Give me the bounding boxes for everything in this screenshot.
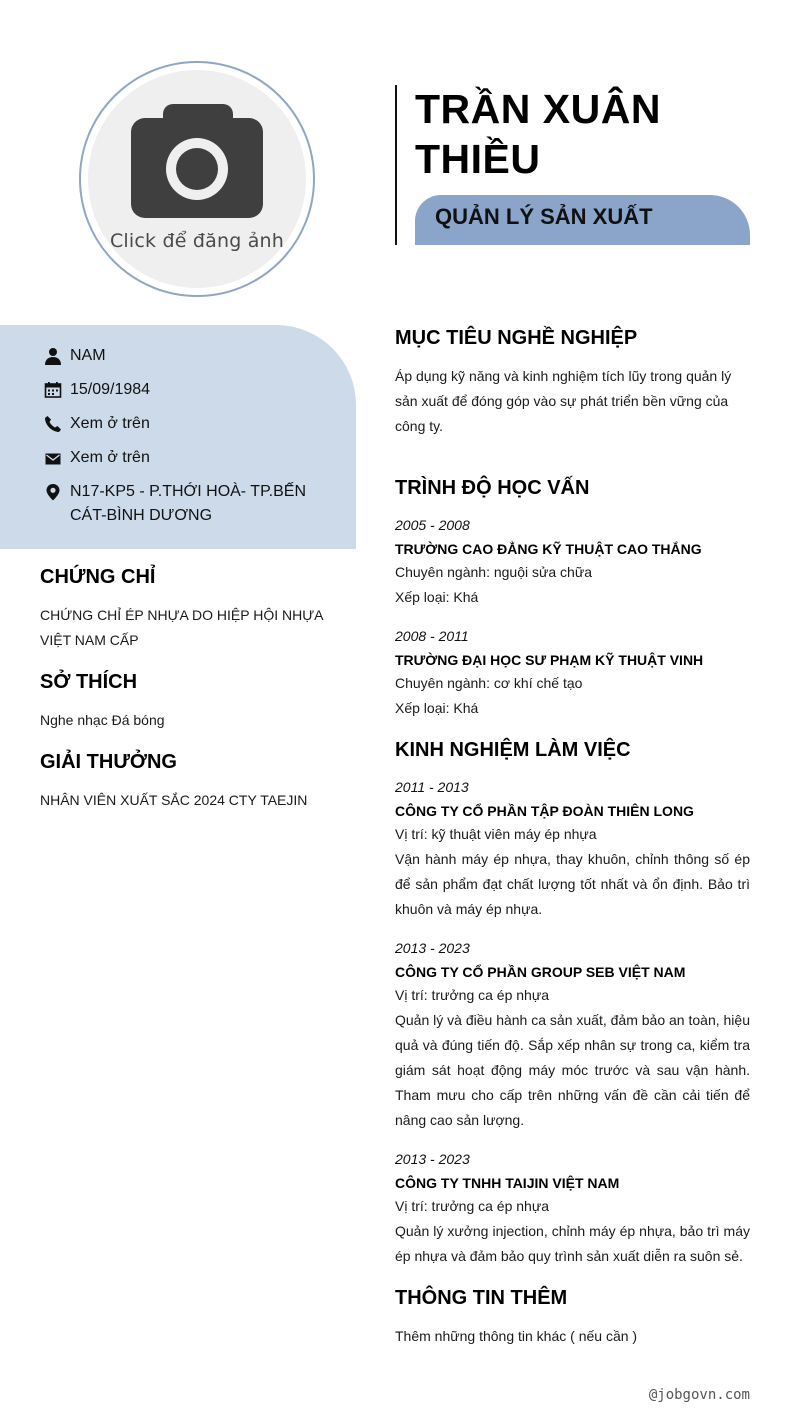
experience-period: 2013 - 2023 xyxy=(395,1151,470,1167)
additional-info-heading: THÔNG TIN THÊM xyxy=(395,1287,568,1309)
experience-period: 2011 - 2013 xyxy=(395,779,469,795)
objective-text: Áp dụng kỹ năng và kinh nghiệm tích lũy trong quản lý sản xuất để đóng góp vào sự phát triển bền vững của công ty. xyxy=(395,368,732,434)
education-grade: Xếp loại: Khá xyxy=(395,700,479,716)
experience-position: Vị trí: trưởng ca ép nhựa xyxy=(395,1198,549,1214)
calendar-icon xyxy=(44,381,62,399)
gender: NAM xyxy=(70,347,106,364)
experience-heading: KINH NGHIỆM LÀM VIỆC xyxy=(395,739,631,761)
education-grade: Xếp loại: Khá xyxy=(395,589,479,605)
additional-info-text: Thêm những thông tin khác ( nếu cần ) xyxy=(395,1328,638,1344)
name-divider xyxy=(395,85,397,245)
contact-panel xyxy=(0,325,356,549)
education-heading: TRÌNH ĐỘ HỌC VẤN xyxy=(395,477,590,499)
birthday: 15/09/1984 xyxy=(70,381,151,398)
education-period: 2005 - 2008 xyxy=(395,517,470,533)
email: Xem ở trên xyxy=(70,449,150,466)
envelope-icon xyxy=(44,450,62,468)
experience-company: CÔNG TY CỔ PHẦN TẬP ĐOÀN THIÊN LONG xyxy=(395,803,694,819)
awards-heading: GIẢI THƯỞNG xyxy=(40,751,177,773)
certificates-text: CHỨNG CHỈ ÉP NHỰA DO HIỆP HỘI NHỰA VIỆT NAM CẤP xyxy=(40,607,323,648)
location-pin-icon xyxy=(44,483,62,501)
education-period: 2008 - 2011 xyxy=(395,628,469,644)
address: N17-KP5 - P.THỚI HOÀ- TP.BẾN CÁT-BÌNH DƯƠNG xyxy=(70,483,307,524)
profile-photo-placeholder[interactable] xyxy=(79,61,315,297)
job-title: QUẢN LÝ SẢN XUẤT xyxy=(435,204,653,229)
objective-heading: MỤC TIÊU NGHỀ NGHIỆP xyxy=(395,327,638,349)
hobbies-text: Nghe nhạc Đá bóng xyxy=(40,712,165,728)
awards-text: NHÂN VIÊN XUẤT SẮC 2024 CTY TAEJIN xyxy=(40,792,308,808)
experience-description: Vận hành máy ép nhựa, thay khuôn, chỉnh thông số ép để sản phẩm đạt chất lượng tốt nhất và ổn định. Bảo trì khuôn và máy ép nhựa. xyxy=(395,851,750,917)
camera-icon xyxy=(131,104,263,220)
experience-company: CÔNG TY CỔ PHẦN GROUP SEB VIỆT NAM xyxy=(395,964,686,980)
candidate-name: TRẦN XUÂN THIỀU xyxy=(415,86,661,182)
footer-watermark: @jobgovn.com xyxy=(648,1387,750,1403)
job-title-banner xyxy=(415,195,750,245)
experience-company: CÔNG TY TNHH TAIJIN VIỆT NAM xyxy=(395,1175,620,1191)
education-school: TRƯỜNG CAO ĐẲNG KỸ THUẬT CAO THẮNG xyxy=(395,541,702,557)
experience-period: 2013 - 2023 xyxy=(395,940,470,956)
person-icon xyxy=(44,347,62,365)
experience-position: Vị trí: trưởng ca ép nhựa xyxy=(395,987,549,1003)
experience-position: Vị trí: kỹ thuật viên máy ép nhựa xyxy=(395,826,597,842)
education-major: Chuyên ngành: cơ khí chế tạo xyxy=(395,675,583,691)
phone-icon xyxy=(44,415,62,433)
photo-background xyxy=(88,70,306,288)
education-school: TRƯỜNG ĐẠI HỌC SƯ PHẠM KỸ THUẬT VINH xyxy=(395,652,704,668)
hobbies-heading: SỞ THÍCH xyxy=(40,671,138,693)
experience-description: Quản lý và điều hành ca sản xuất, đảm bảo an toàn, hiệu quả và đúng tiến độ. Sắp xếp nhân sự trong ca, kiểm tra giám sát hoạt động máy móc trước và sau vận hành. Tham mưu cho cấp trên những vấn đề cần cải tiến để nâng cao sản lượng. xyxy=(395,1012,750,1128)
experience-description: Quản lý xưởng injection, chỉnh máy ép nhựa, bảo trì máy ép nhựa và đảm bảo quy trình sản xuất diễn ra suôn sẻ. xyxy=(395,1223,750,1264)
phone: Xem ở trên xyxy=(70,415,150,432)
photo-upload-caption[interactable]: Click để đăng ảnh xyxy=(109,230,285,252)
education-major: Chuyên ngành: nguội sửa chữa xyxy=(395,564,592,580)
certificates-heading: CHỨNG CHỈ xyxy=(40,566,156,588)
